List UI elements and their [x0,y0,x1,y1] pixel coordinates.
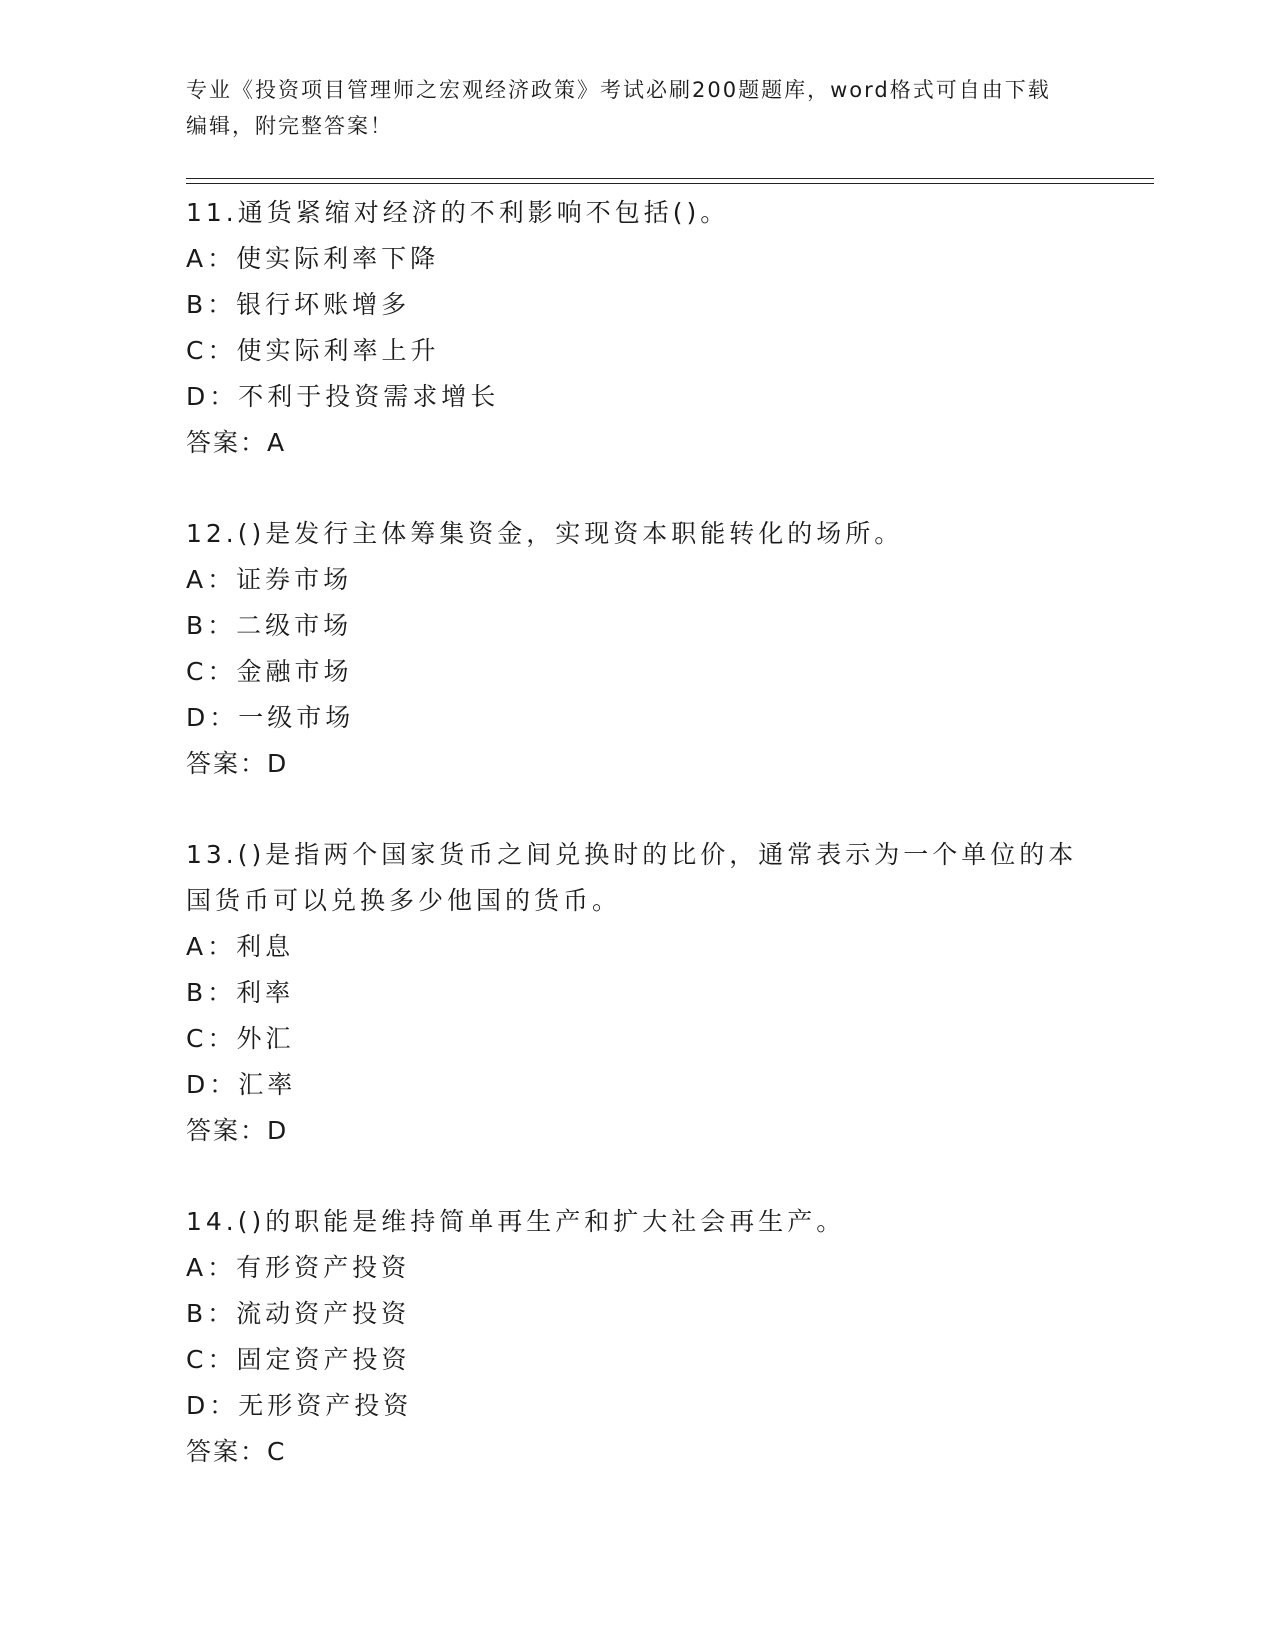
question-text: 12.()是发行主体筹集资金，实现资本职能转化的场所。 [186,519,904,548]
question-14 [186,1199,1086,1475]
document-header: 专业《投资项目管理师之宏观经济政策》考试必刷200题题库，word格式可自由下载编辑，附完整答案！ [186,78,1051,138]
header-divider-top [186,178,1154,179]
option-c: C：金融市场 [186,657,353,686]
answer-label: 答案： [186,1437,268,1466]
option-c: C：外汇 [186,1024,295,1053]
option-b: B：银行坏账增多 [186,290,411,319]
option-a: A：证券市场 [186,565,353,594]
answer-value: A [267,428,287,457]
answer-value: D [267,1116,289,1145]
option-d: D：不利于投资需求增长 [186,382,500,411]
answer-value: D [267,749,289,778]
answer-label: 答案： [186,1116,268,1145]
header-divider-bottom [186,183,1154,184]
option-c: C：固定资产投资 [186,1345,411,1374]
question-text: 14.()的职能是维持简单再生产和扩大社会再生产。 [186,1207,846,1236]
option-d: D：无形资产投资 [186,1391,413,1420]
answer-line [186,420,1086,466]
option-a: A：使实际利率下降 [186,244,440,273]
answer-label: 答案： [186,749,268,778]
option-b: B：二级市场 [186,611,353,640]
option-b: B：利率 [186,978,295,1007]
question-11 [186,190,1086,466]
option-c: C：使实际利率上升 [186,336,440,365]
question-text: 11.通货紧缩对经济的不利影响不包括()。 [186,198,730,227]
option-d: D：一级市场 [186,703,355,732]
question-text: 13.()是指两个国家货币之间兑换时的比价，通常表示为一个单位的本国货币可以兑换多少他国的货币。 [186,840,1078,915]
option-a: A：有形资产投资 [186,1253,411,1282]
answer-line [186,1108,1086,1154]
answer-line [186,1429,1086,1475]
answer-line [186,741,1086,787]
option-a: A：利息 [186,932,295,961]
answer-value: C [267,1437,287,1466]
question-13 [186,832,1086,1154]
question-12 [186,511,1086,787]
option-b: B：流动资产投资 [186,1299,411,1328]
answer-label: 答案： [186,428,268,457]
option-d: D：汇率 [186,1070,297,1099]
question-list [186,190,1086,1520]
